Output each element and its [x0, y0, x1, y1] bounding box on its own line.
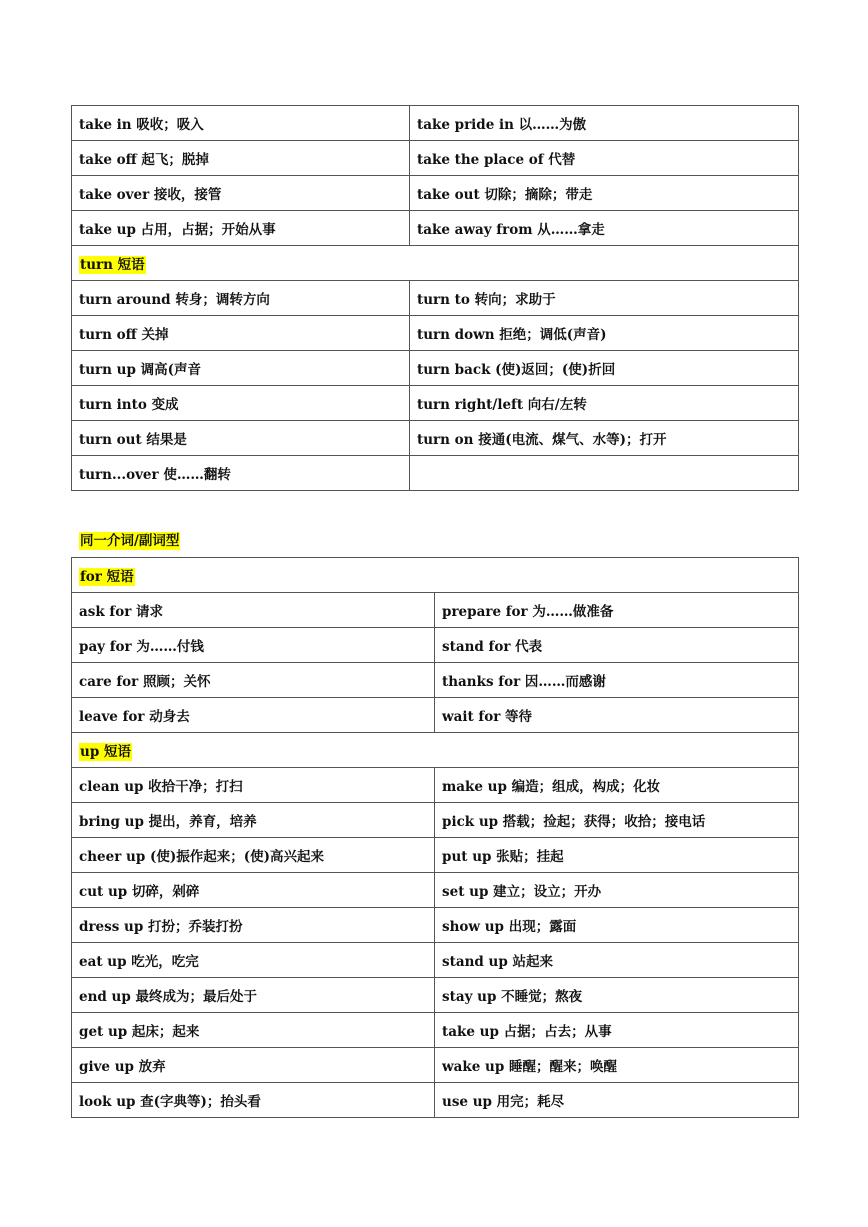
- table-row: [72, 628, 799, 663]
- table-row: [72, 698, 799, 733]
- phrase-cell-left: leave for 动身去: [72, 698, 435, 733]
- table-row: [72, 1048, 799, 1083]
- phrase-cell-right: thanks for 因……而感谢: [435, 663, 799, 698]
- table-row: [72, 873, 799, 908]
- phrase-cell-left: pay for 为……付钱: [72, 628, 435, 663]
- phrase-cell-left: get up 起床；起来: [72, 1013, 435, 1048]
- phrase-cell-right: take pride in 以……为傲: [410, 106, 799, 141]
- table-row: [72, 1013, 799, 1048]
- phrase-cell-right: turn on 接通(电流、煤气、水等)；打开: [410, 421, 799, 456]
- phrase-cell-right: make up 编造；组成，构成；化妆: [435, 768, 799, 803]
- phrase-cell-left: turn up 调高(声音: [72, 351, 410, 386]
- for-phrases-header-cell: [72, 558, 799, 593]
- phrase-cell-left: clean up 收拾干净；打扫: [72, 768, 435, 803]
- phrase-cell-left: take off 起飞；脱掉: [72, 141, 410, 176]
- table-row: [72, 943, 799, 978]
- up-phrases-header-cell: [72, 733, 799, 768]
- phrase-cell-right: take up 占据；占去；从事: [435, 1013, 799, 1048]
- phrase-cell-left: turn off 关掉: [72, 316, 410, 351]
- table-row: [72, 456, 799, 491]
- phrase-cell-left: give up 放弃: [72, 1048, 435, 1083]
- phrase-cell-right: wait for 等待: [435, 698, 799, 733]
- phrase-cell-left: end up 最终成为；最后处于: [72, 978, 435, 1013]
- phrase-cell-right: turn back (使)返回；(使)折回: [410, 351, 799, 386]
- phrase-cell-right: turn to 转向；求助于: [410, 281, 799, 316]
- phrase-cell-right: take away from 从……拿走: [410, 211, 799, 246]
- phrase-table-for-up: [71, 557, 799, 1118]
- table-row: [72, 803, 799, 838]
- phrase-cell-right: pick up 搭载；捡起；获得；收拾；接电话: [435, 803, 799, 838]
- table-row: [72, 141, 799, 176]
- phrase-cell-right: stand for 代表: [435, 628, 799, 663]
- phrase-cell-right: show up 出现；露面: [435, 908, 799, 943]
- phrase-cell-left: take in 吸收；吸入: [72, 106, 410, 141]
- section-heading: [79, 529, 180, 549]
- table-row: [72, 663, 799, 698]
- phrase-cell-left: dress up 打扮；乔装打扮: [72, 908, 435, 943]
- table-row: [72, 176, 799, 211]
- turn-phrases-header: turn 短语: [80, 257, 145, 273]
- phrase-cell-left: cut up 切碎，剁碎: [72, 873, 435, 908]
- table-body: [72, 106, 799, 491]
- table-row: [72, 106, 799, 141]
- table-row: [72, 316, 799, 351]
- table-row: [72, 908, 799, 943]
- up-phrases-header: up 短语: [80, 744, 131, 760]
- phrase-cell-left: cheer up (使)振作起来；(使)高兴起来: [72, 838, 435, 873]
- table-row: [72, 838, 799, 873]
- table-row: [72, 978, 799, 1013]
- phrase-cell-left: care for 照顾；关怀: [72, 663, 435, 698]
- table-row: [72, 386, 799, 421]
- phrase-cell-right: stand up 站起来: [435, 943, 799, 978]
- phrase-cell-left: take over 接收，接管: [72, 176, 410, 211]
- table-row: [72, 246, 799, 281]
- phrase-cell-right: use up 用完；耗尽: [435, 1083, 799, 1118]
- table-row: [72, 733, 799, 768]
- table-row: [72, 281, 799, 316]
- phrase-cell-right: put up 张贴；挂起: [435, 838, 799, 873]
- phrase-cell-left: turn...over 使……翻转: [72, 456, 410, 491]
- phrase-cell-right: prepare for 为……做准备: [435, 593, 799, 628]
- phrase-cell-right: take the place of 代替: [410, 141, 799, 176]
- table-body: [72, 558, 799, 1118]
- phrase-cell-left: turn around 转身；调转方向: [72, 281, 410, 316]
- table-row: [72, 211, 799, 246]
- turn-phrases-header-cell: [72, 246, 799, 281]
- phrase-cell-left: ask for 请求: [72, 593, 435, 628]
- phrase-cell-right: wake up 睡醒；醒来；唤醒: [435, 1048, 799, 1083]
- phrase-cell-left: take up 占用，占据；开始从事: [72, 211, 410, 246]
- phrase-cell-right: take out 切除；摘除；带走: [410, 176, 799, 211]
- phrase-cell-left: look up 查(字典等)；抬头看: [72, 1083, 435, 1118]
- phrase-cell-right: turn right/left 向右/左转: [410, 386, 799, 421]
- phrase-cell-left: turn out 结果是: [72, 421, 410, 456]
- section-heading-text: 同一介词/副词型: [80, 533, 180, 549]
- phrase-cell-right: turn down 拒绝；调低(声音): [410, 316, 799, 351]
- table-row: [72, 593, 799, 628]
- table-row: [72, 421, 799, 456]
- phrase-cell-left: eat up 吃光，吃完: [72, 943, 435, 978]
- phrase-cell-right: stay up 不睡觉；熬夜: [435, 978, 799, 1013]
- phrase-cell-left: bring up 提出，养育，培养: [72, 803, 435, 838]
- phrase-cell-right: [410, 456, 799, 491]
- phrase-cell-left: turn into 变成: [72, 386, 410, 421]
- table-row: [72, 558, 799, 593]
- table-row: [72, 1083, 799, 1118]
- phrase-table-take-turn: [71, 105, 799, 491]
- table-row: [72, 768, 799, 803]
- table-row: [72, 351, 799, 386]
- for-phrases-header: for 短语: [80, 569, 134, 585]
- phrase-cell-right: set up 建立；设立；开办: [435, 873, 799, 908]
